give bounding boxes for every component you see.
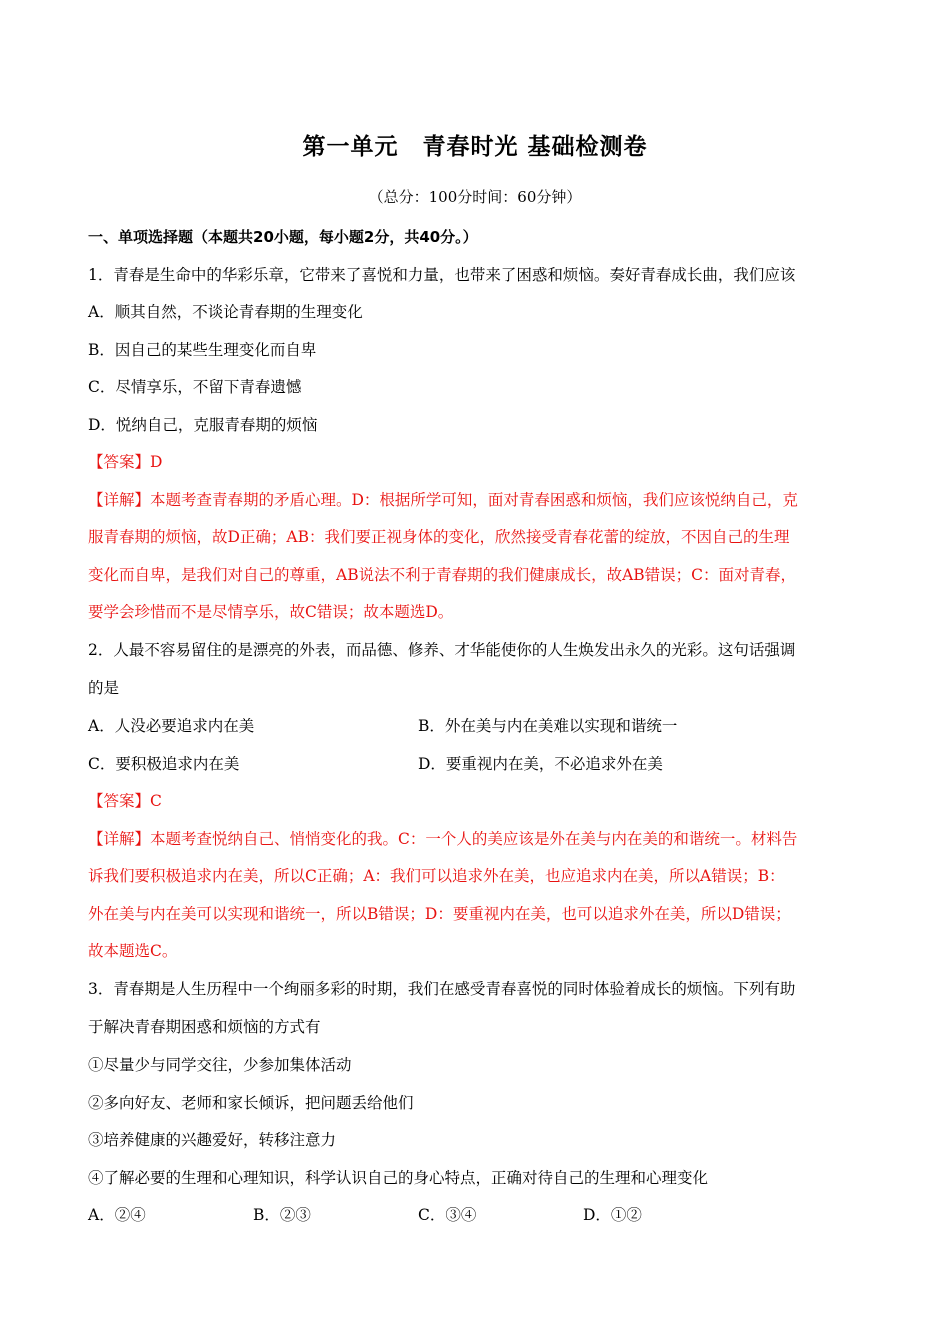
section-heading: 一、单项选择题（本题共20小题，每小题2分，共40分。） (88, 228, 478, 246)
question-3-stem-cont: 于解决青春期困惑和烦恼的方式有 (88, 1018, 321, 1036)
q2-option-d: D．要重视内在美，不必追求外在美 (418, 755, 663, 773)
q2-explanation-line: 【详解】本题考查悦纳自己、悄悄变化的我。C：一个人的美应该是外在美与内在美的和谐统一。材料告 (88, 830, 798, 848)
q3-option-a: A．②④ (88, 1206, 146, 1224)
q2-option-c: C．要积极追求内在美 (88, 755, 240, 773)
page-title: 第一单元 青春时光 基础检测卷 (302, 134, 648, 160)
question-1-stem: 1．青春是生命中的华彩乐章，它带来了喜悦和力量，也带来了困惑和烦恼。奏好青春成长曲，我们应该 (88, 266, 796, 284)
q1-explanation-line: 变化而自卑，是我们对自己的尊重，AB说法不利于青春期的我们健康成长，故AB错误；C：面对青春， (88, 566, 797, 584)
q2-answer: 【答案】C (88, 792, 162, 810)
score-time-info: （总分：100分时间：60分钟） (368, 188, 582, 206)
q3-statement: ④了解必要的生理和心理知识，科学认识自己的身心特点，正确对待自己的生理和心理变化 (88, 1169, 709, 1187)
q1-explanation-line: 服青春期的烦恼，故D正确；AB：我们要正视身体的变化，欣然接受青春花蕾的绽放，不因自己的生理 (88, 528, 790, 546)
q3-statement: ①尽量少与同学交往，少参加集体活动 (88, 1056, 352, 1074)
q3-option-d: D．①② (583, 1206, 642, 1224)
q1-answer: 【答案】D (88, 453, 163, 471)
q2-explanation-line: 外在美与内在美可以实现和谐统一，所以B错误；D：要重视内在美，也可以追求外在美，所以D错误； (88, 905, 791, 923)
q2-explanation-line: 诉我们要积极追求内在美，所以C正确；A：我们可以追求外在美，也应追求内在美，所以A错误；B： (88, 867, 785, 885)
q3-option-c: C．③④ (418, 1206, 477, 1224)
q2-explanation-line: 故本题选C。 (88, 942, 178, 960)
q1-explanation-line: 【详解】本题考查青春期的矛盾心理。D：根据所学可知，面对青春困惑和烦恼，我们应该悦纳自己，克 (88, 491, 798, 509)
question-3-stem: 3．青春期是人生历程中一个绚丽多彩的时期，我们在感受青春喜悦的同时体验着成长的烦恼。下列有助 (88, 980, 796, 998)
q2-option-b: B．外在美与内在美难以实现和谐统一 (418, 717, 678, 735)
q3-statement: ③培养健康的兴趣爱好，转移注意力 (88, 1131, 337, 1149)
q2-option-a: A．人没必要追求内在美 (88, 717, 255, 735)
q1-explanation-line: 要学会珍惜而不是尽情享乐，故C错误；故本题选D。 (88, 603, 454, 621)
q3-option-b: B．②③ (253, 1206, 311, 1224)
q3-statement: ②多向好友、老师和家长倾诉，把问题丢给他们 (88, 1094, 414, 1112)
q1-option-c: C．尽情享乐，不留下青春遗憾 (88, 378, 302, 396)
question-2-stem: 2．人最不容易留住的是漂亮的外表，而品德、修养、才华能使你的人生焕发出永久的光彩。这句话强调 (88, 641, 796, 659)
q1-option-a: A．顺其自然，不谈论青春期的生理变化 (88, 303, 363, 321)
q1-option-b: B．因自己的某些生理变化而自卑 (88, 341, 317, 359)
question-2-stem-cont: 的是 (88, 679, 120, 697)
q1-option-d: D．悦纳自己，克服青春期的烦恼 (88, 416, 318, 434)
